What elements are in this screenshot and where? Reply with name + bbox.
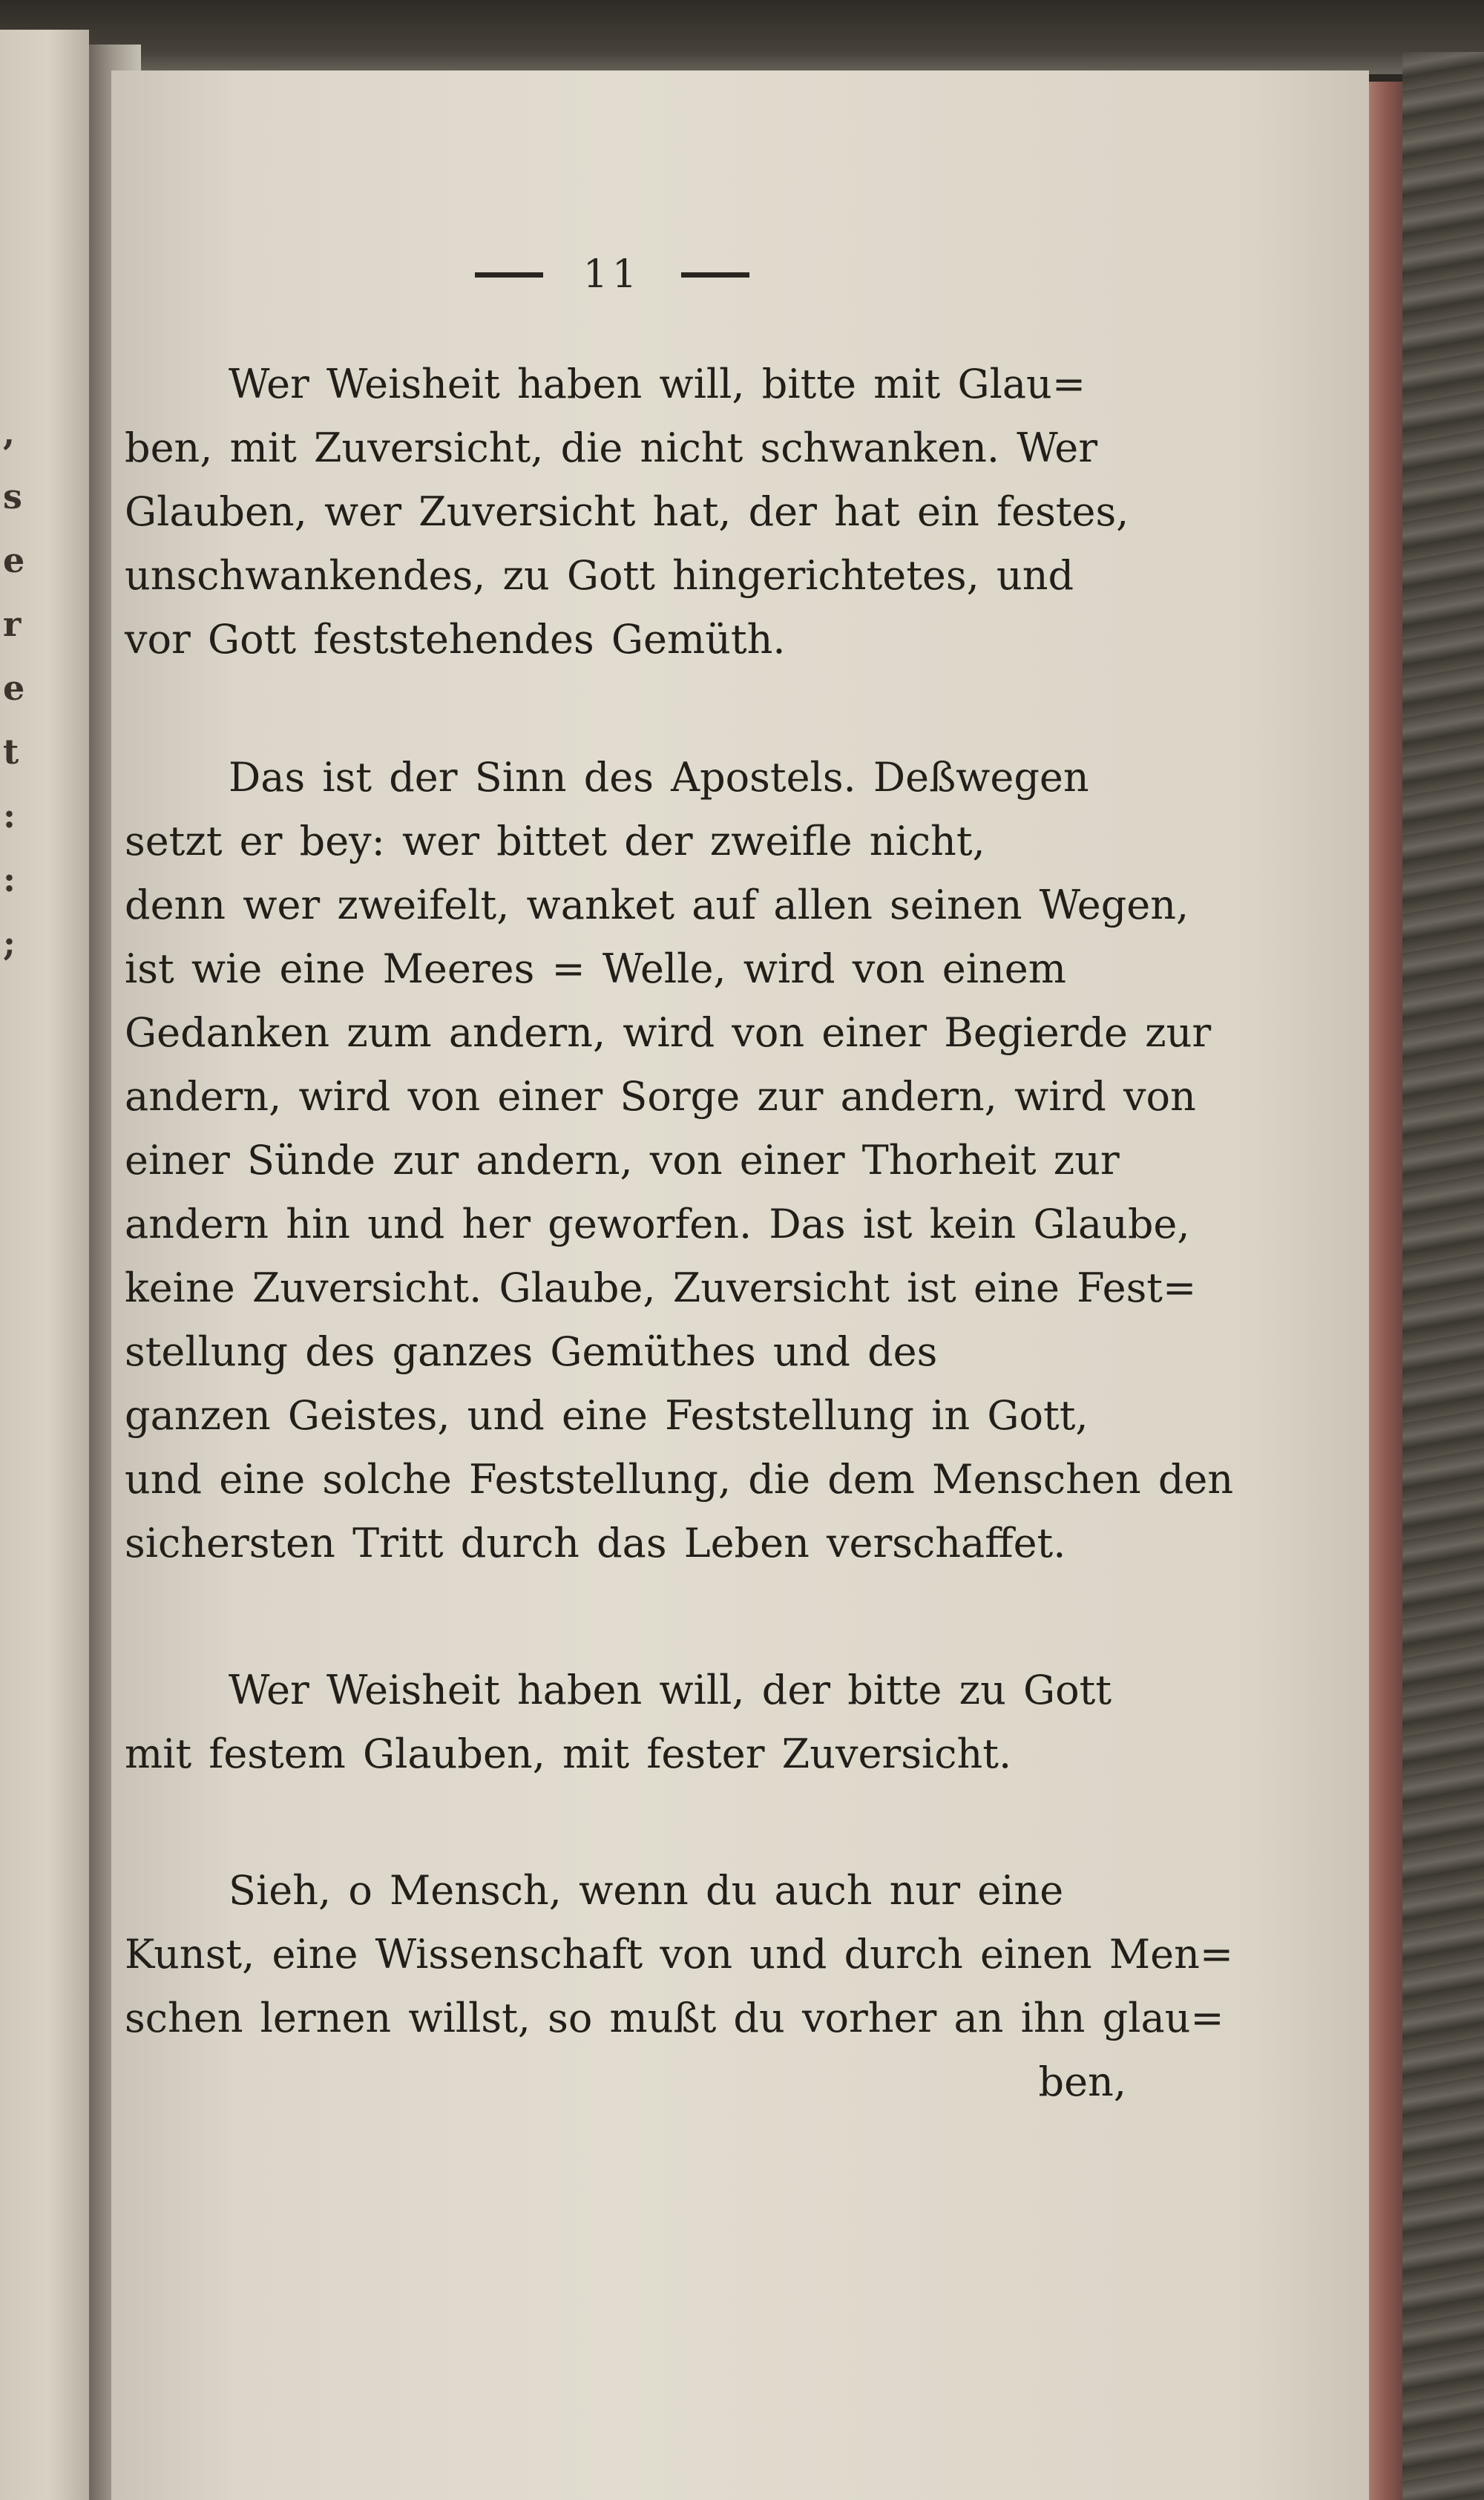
text-line: ganzen Geistes, und eine Feststellung in Gott, xyxy=(125,1392,1089,1439)
text-line: Wer Weisheit haben will, der bitte zu Gott xyxy=(229,1667,1112,1713)
left-glyph: s xyxy=(3,476,22,516)
text-line: Das ist der Sinn des Apostels. Deßwegen xyxy=(229,754,1089,801)
marbled-cover-edge xyxy=(1402,52,1484,2500)
text-line: stellung des ganzes Gemüthes und des xyxy=(125,1328,938,1375)
page-edge xyxy=(1369,82,1402,2500)
left-glyph: ; xyxy=(3,923,16,963)
text-line: vor Gott feststehendes Gemüth. xyxy=(125,616,786,663)
text-line: Wer Weisheit haben will, bitte mit Glau= xyxy=(229,361,1086,407)
left-page xyxy=(0,30,89,2500)
page-number: 11 xyxy=(582,252,642,297)
catchword: ben, xyxy=(1038,2058,1126,2105)
left-glyph: : xyxy=(3,859,16,899)
page-header xyxy=(475,249,749,301)
paragraph-1 xyxy=(125,352,1129,672)
left-glyph: r xyxy=(3,604,22,644)
text-line: andern, wird von einer Sorge zur andern, wird von xyxy=(125,1073,1196,1120)
text-line: setzt er bey: wer bittet der zweifle nicht, xyxy=(125,818,985,864)
paragraph-2 xyxy=(125,746,1234,1575)
text-line: Sieh, o Mensch, wenn du auch nur eine xyxy=(229,1867,1064,1914)
text-line: keine Zuversicht. Glaube, Zuversicht ist eine Fest= xyxy=(125,1264,1197,1311)
text-line: sichersten Tritt durch das Leben verschaffet. xyxy=(125,1520,1066,1566)
header-dash-left xyxy=(475,272,543,278)
text-line: einer Sünde zur andern, von einer Thorheit zur xyxy=(125,1137,1120,1184)
text-line: denn wer zweifelt, wanket auf allen seinen Wegen, xyxy=(125,882,1189,928)
text-line: andern hin und her geworfen. Das ist kein Glaube, xyxy=(125,1201,1190,1247)
text-line: unschwankendes, zu Gott hingerichtetes, und xyxy=(125,552,1074,599)
text-line: Kunst, eine Wissenschaft von und durch einen Men= xyxy=(125,1931,1234,1978)
left-page-margin-glyphs xyxy=(3,401,33,975)
left-glyph: t xyxy=(3,732,19,772)
text-line: mit festem Glauben, mit fester Zuversicht. xyxy=(125,1730,1012,1777)
left-glyph: : xyxy=(3,795,16,836)
paragraph-3 xyxy=(125,1659,1126,1786)
left-glyph: , xyxy=(3,413,16,453)
text-line: ist wie eine Meeres = Welle, wird von einem xyxy=(125,945,1066,992)
text-line: schen lernen willst, so mußt du vorher an ihn glau= xyxy=(125,1995,1224,2041)
header-dash-right xyxy=(681,272,749,278)
left-glyph: e xyxy=(3,540,25,580)
text-line: ben, mit Zuversicht, die nicht schwanken. Wer xyxy=(125,424,1098,471)
text-line: Glauben, wer Zuversicht hat, der hat ein festes, xyxy=(125,488,1129,535)
scan-background xyxy=(0,0,1484,74)
left-glyph: e xyxy=(3,668,25,708)
paragraph-4 xyxy=(125,1859,1234,2114)
text-line: und eine solche Feststellung, die dem Menschen den xyxy=(125,1456,1234,1503)
text-line: Gedanken zum andern, wird von einer Begierde zur xyxy=(125,1009,1212,1056)
